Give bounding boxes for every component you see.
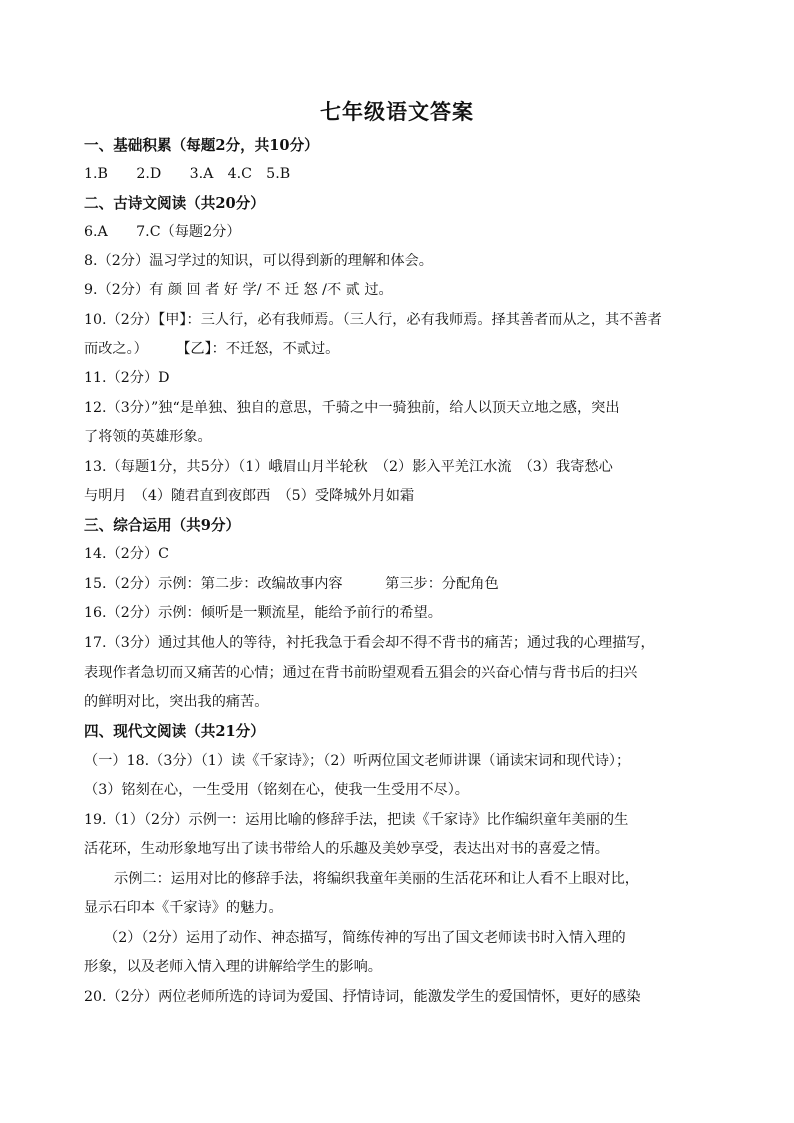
section-heading-2: 二、古诗文阅读（共20分） [84, 195, 265, 212]
answer-line: 8.（2分）温习学过的知识，可以得到新的理解和体会。 [84, 253, 433, 269]
answer-line: 17.（3分）通过其他人的等待，衬托我急于看会却不得不背书的痛苦；通过我的心理描写， [84, 635, 655, 651]
answer-line: 表现作者急切而又痛苦的心情；通过在背书前盼望观看五猖会的兴奋心情与背书后的扫兴 [84, 665, 638, 681]
answer-line-indented: （2）（2分）运用了动作、神态描写，简练传神的写出了国文老师读书时入情入理的 [104, 930, 626, 946]
answer-line: 而改之。） 【乙】：不迁怒，不贰过。 [84, 341, 340, 357]
answer-line: 15.（2分）示例：第二步：改编故事内容 第三步：分配角色 [84, 576, 499, 592]
answer-line: 13.（每题1分，共5分）（1）峨眉山月半轮秋 （2）影入平羌江水流 （3）我寄愁心 [84, 459, 613, 475]
section-heading-1: 一、基础积累（每题2分，共10分） [84, 137, 319, 154]
answer-line: 形象，以及老师入情入理的讲解给学生的影响。 [84, 959, 382, 975]
answer-line: （3）铭刻在心，一生受用（铭刻在心，使我一生受用不尽）。 [84, 782, 469, 798]
answer-line: 了将领的英雄形象。 [84, 429, 212, 445]
answer-line: 20.（2分）两位老师所选的诗词为爱国、抒情诗词，能激发学生的爱国情怀，更好的感染 [84, 989, 641, 1005]
answer-line: 14.（2分）C [84, 546, 170, 562]
answer-line: 1.B 2.D 3.A 4.C 5.B [84, 166, 291, 182]
section-heading-4: 四、现代文阅读（共21分） [84, 723, 265, 740]
answer-line: 11.（2分）D [84, 370, 170, 386]
page-title: 七年级语文答案 [320, 99, 474, 124]
answer-line: 10.（2分）【甲】：三人行，必有我师焉。（三人行，必有我师焉。择其善者而从之，其不善者 [84, 312, 662, 328]
answer-line: 与明月 （4）随君直到夜郎西 （5）受降城外月如霜 [84, 488, 415, 504]
answer-line: 19.（1）（2分）示例一：运用比喻的修辞手法，把读《千家诗》比作编织童年美丽的生 [84, 812, 629, 828]
answer-line: 活花环，生动形象地写出了读书带给人的乐趣及美妙享受，表达出对书的喜爱之情。 [84, 841, 609, 857]
answer-line-indented: 示例二：运用对比的修辞手法，将编织我童年美丽的生活花环和让人看不上眼对比， [114, 871, 639, 887]
answer-line: （一）18.（3分）（1）读《千家诗》；（2）听两位国文老师讲课（诵读宋词和现代诗）； [84, 753, 631, 769]
answer-line: 6.A 7.C（每题2分） [84, 224, 241, 240]
answer-line: 9.（2分）有 颜 回 者 好 学/ 不 迁 怒 /不 贰 过。 [84, 282, 393, 298]
answer-line: 显示石印本《千家诗》的魅力。 [84, 900, 283, 916]
answer-line: 16.（2分）示例：倾听是一颗流星，能给予前行的希望。 [84, 605, 442, 621]
answer-line: 12.（3分）”独“是单独、独自的意思，千骑之中一骑独前，给人以顶天立地之感，突出 [84, 400, 620, 416]
answer-line: 的鲜明对比，突出我的痛苦。 [84, 694, 269, 710]
section-heading-3: 三、综合运用（共9分） [84, 517, 241, 534]
